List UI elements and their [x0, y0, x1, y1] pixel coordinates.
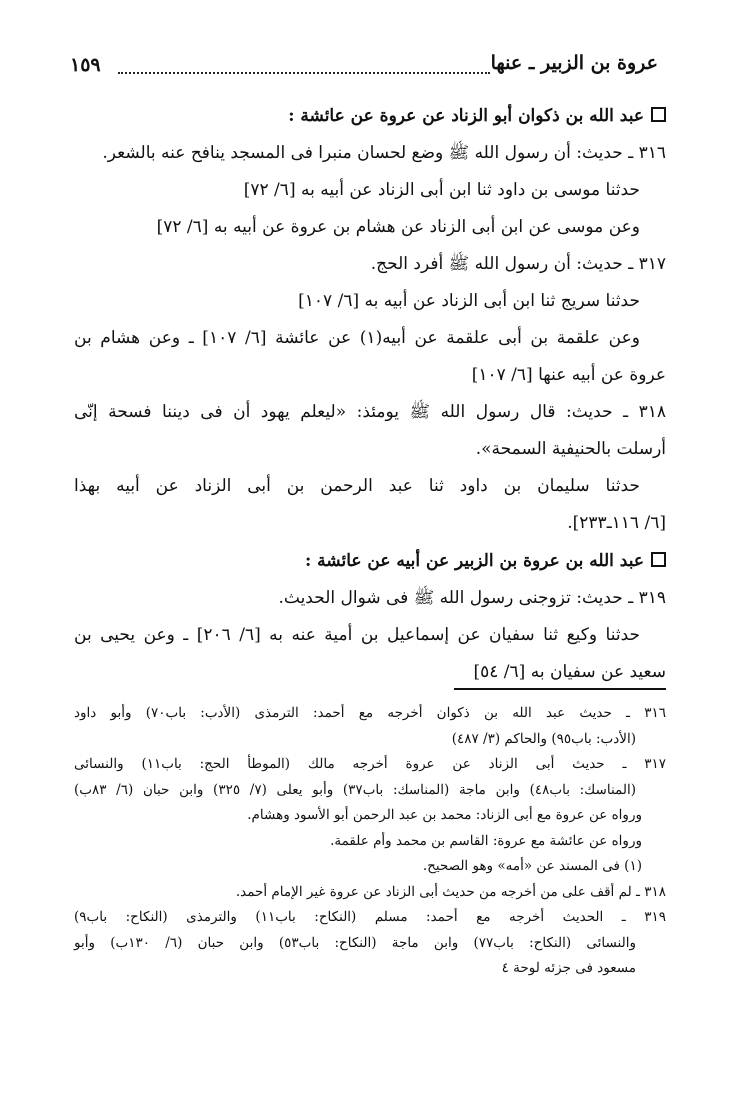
section-heading-text: عبد الله بن ذكوان أبو الزناد عن عروة عن عائشة :: [288, 106, 644, 126]
header-dotted-leader: [118, 72, 490, 74]
chain-line: [٦/ ١١٦ـ٢٣٣].: [567, 513, 666, 533]
chain-line: وعن علقمة بن أبى علقمة عن أبيه(١) عن عائشة [٦/ ١٠٧] ـ وعن هشام بن: [74, 328, 640, 348]
footnote-line: (١) فى المسند عن «أمه» وهو الصحيح.: [422, 858, 642, 874]
footnote-line: ورواه عن عائشة مع عروة: القاسم بن محمد وأم علقمة.: [330, 832, 642, 849]
footnote-separator: [454, 688, 666, 690]
chain-line: حدثنا موسى بن داود ثنا ابن أبى الزناد عن أبيه به [٦/ ٧٢]: [243, 180, 640, 200]
hadith-line: ٣١٩ ـ حديث: تزوجنى رسول الله ﷺ فى شوال الحديث.: [278, 588, 666, 608]
footnote-line: مسعود فى جزئه لوحة ٤: [501, 960, 636, 976]
hadith-line: ٣١٦ ـ حديث: أن رسول الله ﷺ وضع لحسان منبرا فى المسجد ينافح عنه بالشعر.: [102, 143, 666, 163]
section-heading: [74, 97, 666, 135]
running-header: [70, 50, 658, 90]
chain-line: حدثنا وكيع ثنا سفيان عن إسماعيل بن أمية عنه به [٦/ ٢٠٦] ـ وعن يحيى بن: [74, 625, 641, 645]
footnote-line: ورواه عن عروة مع أبى الزناد: محمد بن عبد الرحمن أبو الأسود وهشام.: [247, 807, 642, 823]
chain-line: حدثنا سريج ثنا ابن أبى الزناد عن أبيه به [٦/ ١٠٧]: [298, 291, 640, 311]
footnote-line: (الأدب: باب٩٥) والحاكم (٣/ ٤٨٧): [451, 730, 636, 747]
footnote-line: (المناسك: باب٤٨) وابن ماجة (المناسك: باب٣٧) وأبو يعلى (٧/ ٣٢٥) وابن حبان (٦/ ٨٣ب): [74, 781, 636, 798]
footnote-line: ٣١٦ ـ حديث عبد الله بن ذكوان أخرجه مع أحمد: الترمذى (الأدب: باب٧٠) وأبو داود: [74, 705, 666, 721]
page-number: ١٥٩: [70, 54, 101, 76]
hadith-line: ٣١٨ ـ حديث: قال رسول الله ﷺ يومئذ: «ليعلم يهود أن فى ديننا فسحة إنّى: [74, 402, 666, 422]
header-title: عروة بن الزبير ـ عنها: [490, 52, 658, 74]
main-text: [74, 97, 666, 691]
footnote-line: ٣١٨ ـ لم أقف على من أخرجه من حديث أبى الزناد عن عروة غير الإمام أحمد.: [235, 883, 666, 900]
footnote-line: ٣١٧ ـ حديث أبى الزناد عن عروة أخرجه مالك (الموطأ الحج: باب١١) والنسائى: [74, 756, 666, 772]
section-heading-text: عبد الله بن عروة بن الزبير عن أبيه عن عائشة :: [304, 551, 644, 571]
hadith-line: أرسلت بالحنيفية السمحة».: [475, 439, 666, 459]
chain-line: حدثنا سليمان بن داود ثنا عبد الرحمن بن أبى الزناد عن أبيه بهذا: [74, 476, 640, 496]
square-bullet-icon: [651, 107, 666, 122]
footnote-line: والنسائى (النكاح: باب٧٧) وابن ماجة (النكاح: باب٥٣) وابن حبان (٦/ ١٣٠ب) وأبو: [74, 934, 636, 951]
chain-line: وعن موسى عن ابن أبى الزناد عن هشام بن عروة عن أبيه به [٦/ ٧٢]: [156, 217, 640, 237]
hadith-line: ٣١٧ ـ حديث: أن رسول الله ﷺ أفرد الحج.: [370, 254, 666, 274]
footnote-line: ٣١٩ ـ الحديث أخرجه مع أحمد: مسلم (النكاح: باب١١) والترمذى (النكاح: باب٩): [74, 909, 666, 925]
section-heading: [74, 542, 666, 580]
square-bullet-icon: [651, 552, 666, 567]
chain-line: سعيد عن سفيان به [٦/ ٥٤]: [473, 662, 666, 682]
chain-line: عروة عن أبيه عنها [٦/ ١٠٧]: [471, 365, 666, 385]
footnotes: [74, 701, 666, 982]
